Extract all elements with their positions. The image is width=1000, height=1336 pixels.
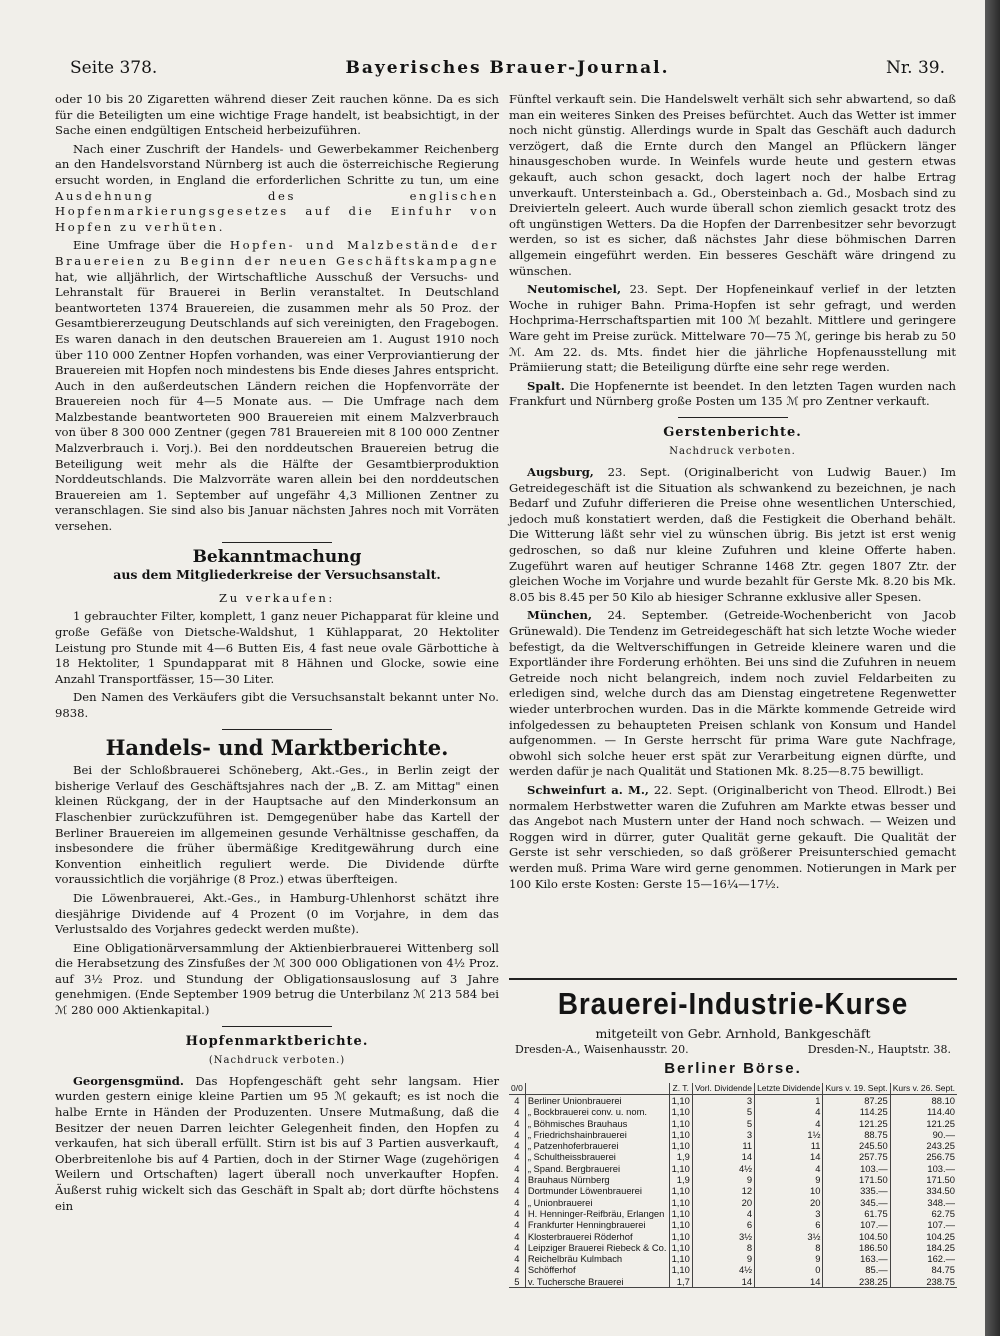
table-row: [509, 1106, 957, 1117]
table-cell: 171.50: [890, 1174, 957, 1185]
table-cell: 1,10: [669, 1219, 692, 1230]
table-row: [509, 1231, 957, 1242]
advert-byline: mitgeteilt von Gebr. Arnhold, Bankgeschäft: [595, 1026, 871, 1041]
table-cell: 1,9: [669, 1174, 692, 1185]
company-name: „ Bockbrauerei conv. u. nom.: [525, 1106, 669, 1117]
stock-table: [509, 1083, 957, 1288]
table-cell: 171.50: [823, 1174, 890, 1185]
paragraph: Die Löwenbrauerei, Akt.-Ges., in Hamburg-Uhlenhorst schätzt ihre diesjährige Dividende auf 4 Prozent (0 im Vorjahre, in dem das Verlustsaldo des Vorjahres gedeckt werden mußte).: [55, 890, 499, 937]
company-name: Brauhaus Nürnberg: [525, 1174, 669, 1185]
table-cell: 14: [755, 1151, 823, 1162]
column-header: Z. T.: [669, 1083, 692, 1095]
table-row: [509, 1197, 957, 1208]
place-name: München,: [527, 608, 593, 623]
table-cell: 87.25: [823, 1095, 890, 1107]
table-cell: 12: [692, 1185, 754, 1196]
table-cell: 104.50: [823, 1231, 890, 1242]
address-right: Dresden-N., Hauptstr. 38.: [807, 1043, 951, 1056]
table-cell: 5: [692, 1118, 754, 1129]
page-edge: [985, 0, 1000, 1336]
table-cell: 345.—: [823, 1197, 890, 1208]
table-cell: 103.—: [823, 1163, 890, 1174]
table-cell: 90.—: [890, 1129, 957, 1140]
table-cell: 1,10: [669, 1106, 692, 1117]
page-number: Seite 378.: [70, 58, 158, 78]
table-cell: 85.—: [823, 1264, 890, 1275]
company-name: „ Spand. Bergbrauerei: [525, 1163, 669, 1174]
table-cell: 103.—: [890, 1163, 957, 1174]
table-cell: 162.—: [890, 1253, 957, 1264]
paragraph: Den Namen des Verkäufers gibt die Versuchsanstalt bekannt unter No. 9838.: [55, 690, 499, 720]
table-cell: 11: [692, 1140, 754, 1151]
paragraph: Schweinfurt a. M., 22. Sept. (Originalbericht von Theod. Ellrodt.) Bei normalem Herbstwetter waren die Zufuhren am Markte etwas besser und das Angebot nach Mustern unter der Hand noch schwach. — Weizen und Roggen wird in dürrer, guter Qualität gerne gekauft. Die Qualität der Gerste ist sehr verschieden, so daß größerer Preisunterschied gemacht werden muß. Prima Ware wird gerne genommen. Notierungen in Mark per 100 Kilo erste Kosten: Gerste 15—16¼—17½.: [509, 782, 956, 891]
section-subtitle: aus dem Mitgliederkreise der Versuchsanstalt.: [113, 567, 441, 583]
table-cell: 107.—: [823, 1219, 890, 1230]
table-row: [509, 1185, 957, 1196]
stock-table-body: [509, 1095, 957, 1288]
column-header: Kurs v. 26. Sept.: [890, 1083, 957, 1095]
table-row: [509, 1208, 957, 1219]
table-cell: 107.—: [890, 1219, 957, 1230]
table-cell: 3: [692, 1095, 754, 1107]
company-name: „ Böhmisches Brauhaus: [525, 1118, 669, 1129]
table-cell: 62.75: [890, 1208, 957, 1219]
table-cell: 1,10: [669, 1163, 692, 1174]
table-cell: 238.75: [890, 1276, 957, 1288]
divider: [222, 542, 332, 543]
table-cell: 348.—: [890, 1197, 957, 1208]
table-cell: 238.25: [823, 1276, 890, 1288]
paragraph: Fünftel verkauft sein. Die Handelswelt verhält sich sehr abwartend, so daß man ein weiteres Sinken des Preises befürchtet. Auch das Wetter ist immer noch nicht günstig. Allerdings wurde in Spalt das Geschäft auch dadurch verzögert, daß die Ernte durch den Mangel an Pflückern länger hinausgeschoben wurde. In Weinfels wurde heute und gestern etwas gekauft, auch schon gesackt, doch lagert noch der halbe Ertrag unverkauft. Untersteinbach a. Gd., Obersteinbach a. Gd., Mosbach sind zu Dreivierteln geleert. Auch wurde überall schon ziemlich gesackt trotz des oft ungünstigen Wetters. Da die Hopfen der Darrenbesitzer sehr bevorzugt werden, so ist es sicher, daß nächstes Jahr diese böhmischen Darren allgemein eingeführt werden. Ein besseres Geschäft wäre dringend zu wünschen.: [509, 92, 956, 278]
company-name: „ Schultheissbrauerei: [525, 1151, 669, 1162]
table-row: [509, 1095, 957, 1107]
exchange-title: Berliner Börse.: [664, 1060, 802, 1077]
advert-addresses: [515, 1043, 951, 1056]
column-header: 0/0: [509, 1083, 525, 1095]
table-cell: 1,10: [669, 1118, 692, 1129]
divider: [678, 417, 788, 418]
company-name: Frankfurter Henningbrauerei: [525, 1219, 669, 1230]
table-cell: 4: [514, 1128, 520, 1140]
place-name: Neutomischel,: [527, 282, 621, 297]
table-cell: 1,10: [669, 1197, 692, 1208]
paragraph: Neutomischel, 23. Sept. Der Hopfeneinkauf verlief in der letzten Woche in ruhiger Bahn. Prima-Hopfen ist sehr gefragt, und werden Hochprima-Herrschaftspartien mit 100 ℳ bezahlt. Mittlere und geringere Ware geht im Preise zurück. Mittelware 70—75 ℳ, geringe bis herab zu 50 ℳ. Am 22. ds. Mts. findet hier die jährliche Hopfenausstellung mit Prämiierung statt; die Beteiligung dürfte eine sehr rege werden.: [509, 282, 956, 375]
table-cell: 1,9: [669, 1151, 692, 1162]
table-cell: 4: [514, 1264, 520, 1276]
place-name: Schweinfurt a. M.,: [527, 782, 649, 797]
table-cell: 1,10: [669, 1140, 692, 1151]
advert-title: Brauerei-Industrie-Kurse: [557, 986, 909, 1021]
table-cell: 4: [514, 1140, 520, 1152]
table-cell: 4: [514, 1230, 520, 1242]
table-row: [509, 1118, 957, 1129]
paragraph: oder 10 bis 20 Zigaretten während dieser Zeit rauchen könne. Da es sich für die Beteiligten um eine wichtige Frage handelt, ist beabsichtigt, in der Sache einen endgültigen Entscheid herbeizuführen.: [55, 92, 499, 138]
column-header: Vorl. Dividende: [692, 1083, 754, 1095]
table-cell: 5: [692, 1106, 754, 1117]
table-cell: 88.10: [890, 1095, 957, 1107]
address-left: Dresden-A., Waisenhausstr. 20.: [515, 1043, 689, 1056]
table-cell: 4½: [692, 1163, 754, 1174]
table-row: [509, 1151, 957, 1162]
table-header-row: [509, 1083, 957, 1095]
table-row: [509, 1129, 957, 1140]
paragraph: 1 gebrauchter Filter, komplett, 1 ganz neuer Pichapparat für kleine und große Gefäße von Dietsche-Waldshut, 1 Kühlapparat, 20 Hektoliter Leistung pro Stunde mit 4—6 Butten Eis, 4 fast neue ovale Gärbottiche à 18 Hektoliter, 1 Spundapparat mit 8 Hähnen und Glocke, sowie eine Anzahl Transportfässer, 15—30 Liter.: [55, 609, 499, 686]
company-name: Leipziger Brauerei Riebeck & Co.: [525, 1242, 669, 1253]
section-title: Hopfenmarktberichte.: [185, 1033, 369, 1049]
table-cell: 4: [514, 1106, 520, 1118]
table-row: [509, 1253, 957, 1264]
table-cell: 84.75: [890, 1264, 957, 1275]
table-cell: 4: [692, 1208, 754, 1219]
table-cell: 6: [692, 1219, 754, 1230]
table-row: [509, 1242, 957, 1253]
paragraph: Augsburg, 23. Sept. (Originalbericht von Ludwig Bauer.) Im Getreidegeschäft ist die Situation als schwankend zu bezeichnen, je nach Bedarf und Zufuhr differieren die Preise ohne wesentlichen Unterschied, jedoch muß konstatiert werden, daß die Festigkeit die Oberhand behält. Die Witterung läßt sehr viel zu wünschen übrig. Bis jetzt ist erst wenig gedroschen, so daß nur kleine Zufuhren und kleine Offerte haben. Zugeführt waren auf heutiger Schranne 1468 Ztr. gegen 1807 Ztr. der gleichen Woche im Vorjahre und wurde bezahlt für Gerste Mk. 8.20 bis Mk. 8.05 bis 8.45 per 50 Kilo ab hiesiger Schranne exklusive aller Spesen.: [509, 465, 957, 604]
table-cell: 3: [755, 1208, 823, 1219]
table-cell: 0: [755, 1264, 823, 1275]
table-row: [509, 1140, 957, 1151]
table-cell: 14: [692, 1276, 754, 1288]
table-cell: 4: [514, 1151, 520, 1163]
stock-quotes-advert: [509, 978, 957, 1288]
right-column: [509, 92, 956, 895]
table-cell: 1,10: [669, 1253, 692, 1264]
table-cell: 1,10: [669, 1242, 692, 1253]
table-cell: 9: [755, 1174, 823, 1185]
table-cell: 1½: [755, 1129, 823, 1140]
company-name: „ Friedrichshainbrauerei: [525, 1129, 669, 1140]
table-cell: 6: [755, 1219, 823, 1230]
left-column: [55, 92, 499, 1217]
table-cell: 4: [755, 1106, 823, 1117]
table-cell: 4: [514, 1219, 520, 1231]
issue-number: Nr. 39.: [886, 58, 945, 78]
table-cell: 14: [692, 1151, 754, 1162]
place-name: Spalt.: [527, 378, 565, 393]
company-name: Reichelbräu Kulmbach: [525, 1253, 669, 1264]
table-cell: 184.25: [890, 1242, 957, 1253]
table-cell: 334.50: [890, 1185, 957, 1196]
table-cell: 9: [755, 1253, 823, 1264]
paragraph: Georgensgmünd. Das Hopfengeschäft geht sehr langsam. Hier wurden gestern einige kleine Partien um 95 ℳ gekauft; es ist noch die halbe Ernte in Händen der Produzenten. Unsere Mutmaßung, daß die Besitzer der neuen Darren leichter Gelegenheit finden, den Hopfen zu verkaufen, hat sich überall erfüllt. Stirn ist bis auf 3 Partien ausverkauft, Oberbreitenlohe bis auf 4 Partien, doch in der Stirner Wage (zugehörigen Weilern und Ortschaften) lagert überall noch unverkaufter Hopfen. Äußerst ruhig wickelt sich das Geschäft in Spalt ab; dort dürfte höchstens ein: [55, 1073, 499, 1213]
company-name: Dortmunder Löwenbrauerei: [525, 1185, 669, 1196]
table-cell: 4: [514, 1095, 520, 1106]
table-cell: 1,10: [669, 1264, 692, 1275]
section-title: Bekanntmachung: [192, 546, 362, 567]
table-row: [509, 1163, 957, 1174]
table-cell: 88.75: [823, 1129, 890, 1140]
table-cell: 10: [755, 1185, 823, 1196]
table-row: [509, 1219, 957, 1230]
paragraph: Spalt. Die Hopfenernte ist beendet. In den letzten Tagen wurden nach Frankfurt und Nürnberg große Posten um 135 ℳ pro Zentner verkauft.: [509, 378, 957, 409]
company-name: Schöfferhof: [525, 1264, 669, 1275]
table-cell: 3½: [692, 1231, 754, 1242]
table-cell: 11: [755, 1140, 823, 1151]
table-cell: 1,10: [669, 1185, 692, 1196]
reprint-note: Nachdruck verboten.: [669, 446, 796, 458]
place-name: Georgensgmünd.: [73, 1073, 184, 1088]
table-cell: 4: [755, 1118, 823, 1129]
table-cell: 20: [692, 1197, 754, 1208]
table-cell: 257.75: [823, 1151, 890, 1162]
table-cell: 1,10: [669, 1129, 692, 1140]
paragraph: Eine Obligationärversammlung der Aktienbierbrauerei Wittenberg soll die Herabsetzung des Zinsfußes der ℳ 300 000 Obligationen von 4½ Proz. auf 3½ Proz. und Stundung der Obligationsauslosung auf 3 Jahre genehmigen. (Ende September 1909 betrug die Unterbilanz ℳ 213 584 bei ℳ 280 000 Aktienkapital.): [55, 940, 499, 1018]
company-name: „ Patzenhoferbrauerei: [525, 1140, 669, 1151]
column-header: Letzte Dividende: [755, 1083, 823, 1095]
page-header: [70, 58, 945, 84]
table-cell: 1,10: [669, 1208, 692, 1219]
table-cell: 20: [755, 1197, 823, 1208]
table-cell: 1: [755, 1095, 823, 1107]
reprint-note: (Nachdruck verboten.): [208, 1055, 346, 1067]
paragraph: Eine Umfrage über die Hopfen- und Malzbestände der Brauereien zu Beginn der neuen Geschäftskampagne hat, wie alljährlich, der Wirtschaftliche Ausschuß der Versuchs- und Lehranstalt für Brauerei in Berlin veranstaltet. In Deutschland beantworteten 1374 Brauereien, die zusammen mehr als 50 Proz. der Gesamtbiererzeugung Deutschlands auf sich vereinigten, den Fragebogen. Es waren danach in den deutschen Brauereien am 1. August 1910 noch über 110 000 Zentner Hopfen vorhanden, was einer Verproviantierung der Brauereien mit Hopfen noch mindestens bis Ende dieses Jahres entspricht. Auch in den außerdeutschen Ländern reichen die Hopfenvorräte der Brauereien noch für 4—5 Monate aus. — Die Umfrage nach dem Malzbestande beantworteten 900 Brauereien mit einem Malzverbrauch von über 8 300 000 Zentner (gegen 781 Brauereien mit 8 100 000 Zentner Malzverbrauch i. Vorj.). Bei den norddeutschen Brauereien betrug die Beteiligung weit mehr als die Hälfte der Gesamtbierproduktion Norddeutschlands. Die Malzvorräte waren allein bei den norddeutschen Brauereien am 1. September auf ungefähr 4,3 Millionen Zentner zu veranschlagen. Sie sind also bis Januar nächsten Jahres noch mit Vorräten versehen.: [55, 238, 499, 534]
table-cell: 121.25: [890, 1118, 957, 1129]
table-cell: 163.—: [823, 1253, 890, 1264]
company-name: Berliner Unionbrauerei: [525, 1095, 669, 1107]
paragraph: Nach einer Zuschrift der Handels- und Gewerbekammer Reichenberg an den Handelsvorstand Nürnberg ist auch die österreichische Regierung ersucht worden, in England die erforderlichen Schritte zu tun, um eine Ausdehnung des englischen Hopfenmarkierungsgesetzes auf die Einfuhr von Hopfen zu verhüten.: [55, 141, 499, 234]
section-title: Gerstenberichte.: [663, 424, 802, 440]
table-cell: 335.—: [823, 1185, 890, 1196]
table-cell: 8: [692, 1242, 754, 1253]
table-cell: 14: [755, 1276, 823, 1288]
table-cell: 4: [514, 1196, 520, 1208]
table-row: [509, 1276, 957, 1288]
company-name: H. Henninger-Reifbräu, Erlangen: [525, 1208, 669, 1219]
table-cell: 9: [692, 1253, 754, 1264]
table-cell: 243.25: [890, 1140, 957, 1151]
paragraph: München, 24. September. (Getreide-Wochenbericht von Jacob Grünewald). Die Tendenz im Getreidegeschäft hat sich letzte Woche wieder befestigt, da die Weltverschiffungen in Getreide kleinere waren und die Exportländer ihre Forderung erhöhten. Bei uns sind die Zufuhren in neuem Getreide noch nicht belangreich, indem noch zuviel Feldarbeiten zu erledigen sind, welche durch das am Dienstag eingetretene Regenwetter wieder unterbrochen wurden. Das in die Märkte kommende Getreide wird infolgedessen zu behaupteten Preisen schlank von Konsum und Handel aufgenommen. — In Gerste herrscht für prima Ware gute Nachfrage, obwohl sich solche heuer erst spät zur Verarbeitung eignen dürfte, und werden dafür je nach Qualität und Stationen Mk. 8.25—8.75 bewilligt.: [509, 608, 956, 779]
table-cell: 114.40: [890, 1106, 957, 1117]
table-cell: 4: [514, 1253, 520, 1265]
for-sale-heading: Zu verkaufen:: [219, 590, 335, 605]
table-cell: 5: [509, 1276, 525, 1288]
table-cell: 4: [514, 1174, 520, 1186]
table-cell: 3: [692, 1129, 754, 1140]
paragraph: Bei der Schloßbrauerei Schöneberg, Akt.-Ges., in Berlin zeigt der bisherige Verlauf des Geschäftsjahres nach der „B. Z. am Mittag" einen kleinen Rückgang, der in der Hauptsache auf den Minderkonsum an Flaschenbier zurückzuführen ist. Demgegenüber habe das Kartell der Berliner Brauereien im allgemeinen gesunde Verhältnisse geschaffen, da insbesondere die früher übermäßige Kreditgewährung durch eine Konvention einheitlich reguliert werde. Die Dividende dürfte voraussichtlich die vorjährige (8 Proz.) etwas überfteigen.: [55, 763, 499, 887]
table-row: [509, 1174, 957, 1185]
column-header: Kurs v. 19. Sept.: [823, 1083, 890, 1095]
divider: [222, 1026, 332, 1027]
table-cell: 4: [514, 1207, 520, 1219]
table-cell: 4½: [692, 1264, 754, 1275]
table-cell: 256.75: [890, 1151, 957, 1162]
table-cell: 4: [514, 1241, 520, 1253]
table-cell: 3½: [755, 1231, 823, 1242]
table-cell: 1,10: [669, 1231, 692, 1242]
company-name: „ Unionbrauerei: [525, 1197, 669, 1208]
table-cell: 4: [514, 1117, 520, 1129]
company-name: Klosterbrauerei Röderhof: [525, 1231, 669, 1242]
table-cell: 4: [755, 1163, 823, 1174]
column-header: [525, 1083, 669, 1095]
table-cell: 61.75: [823, 1208, 890, 1219]
place-name: Augsburg,: [527, 465, 594, 480]
table-cell: 114.25: [823, 1106, 890, 1117]
table-cell: 121.25: [823, 1118, 890, 1129]
table-cell: 104.25: [890, 1231, 957, 1242]
journal-title: Bayerisches Brauer-Journal.: [345, 58, 670, 78]
table-cell: 1,7: [669, 1276, 692, 1288]
table-cell: 4: [514, 1162, 520, 1174]
company-name: v. Tuchersche Brauerei: [525, 1276, 669, 1288]
table-cell: 9: [692, 1174, 754, 1185]
table-cell: 8: [755, 1242, 823, 1253]
table-row: [509, 1264, 957, 1275]
divider: [222, 729, 332, 730]
table-cell: 4: [514, 1185, 520, 1197]
table-cell: 186.50: [823, 1242, 890, 1253]
section-title: Handels- und Marktberichte.: [105, 734, 449, 760]
table-cell: 245.50: [823, 1140, 890, 1151]
table-cell: 1,10: [669, 1095, 692, 1107]
